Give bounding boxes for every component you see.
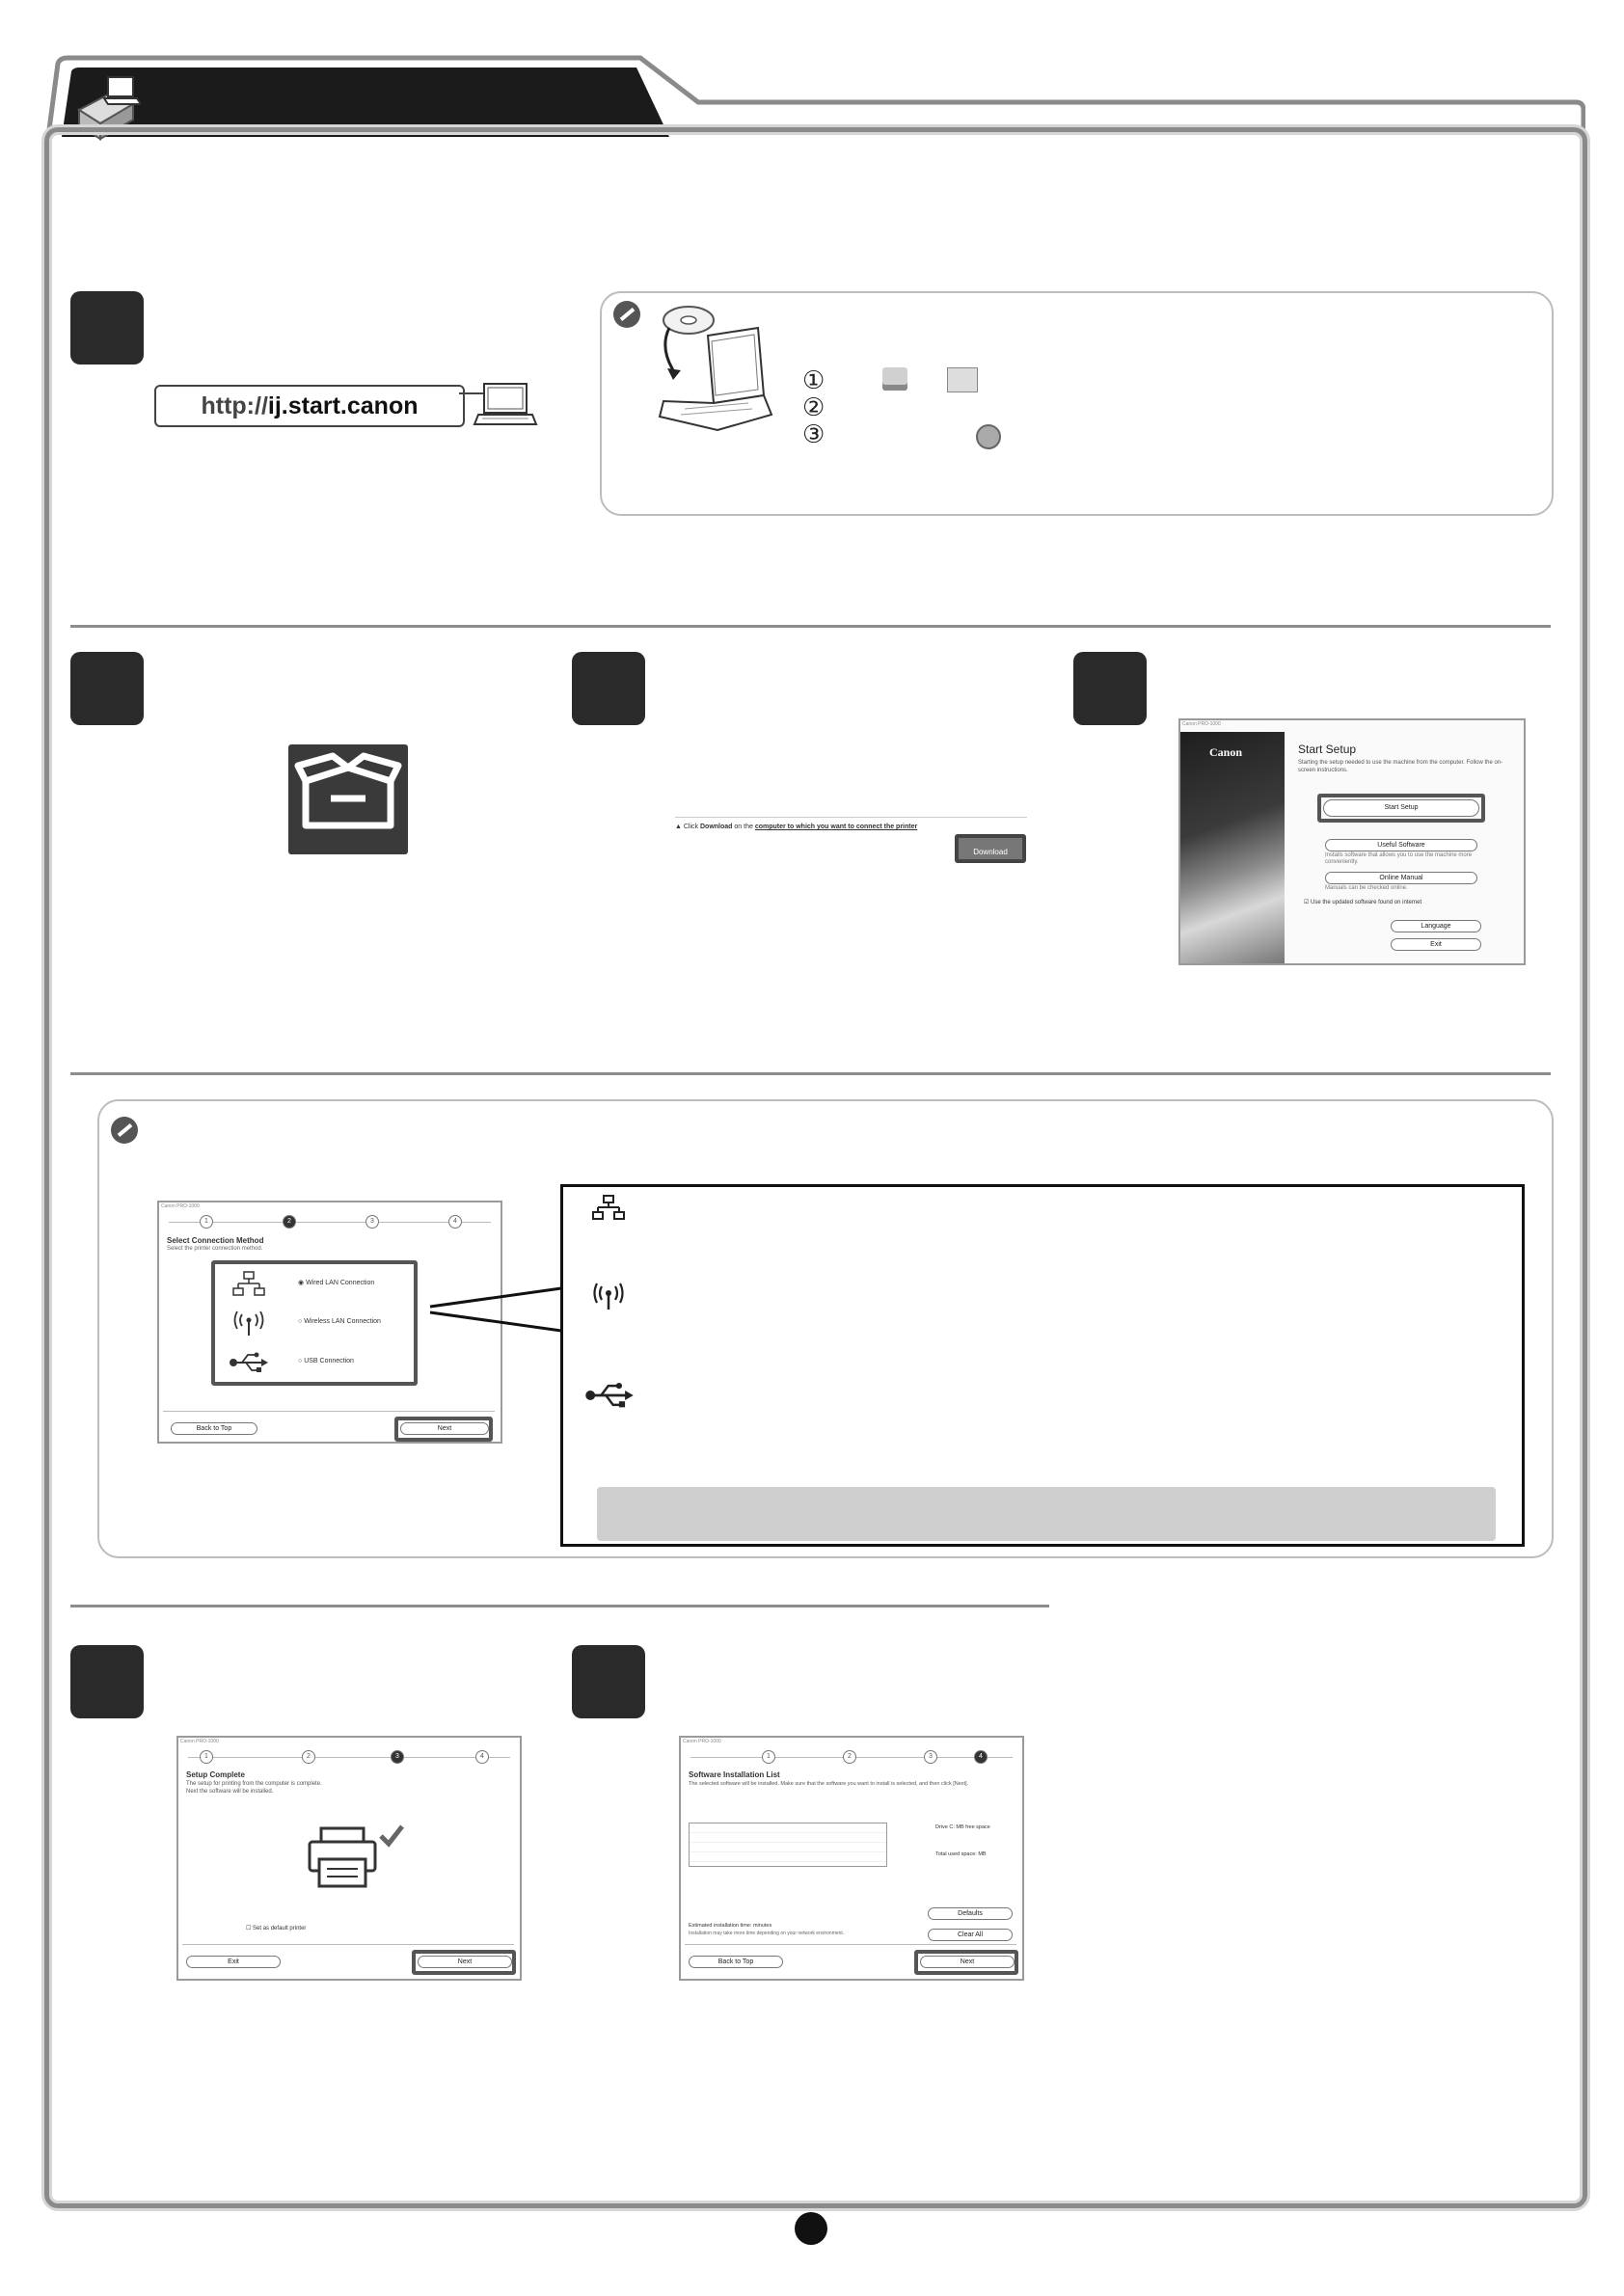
step-indicator-line — [188, 1757, 510, 1758]
setup-description: Starting the setup needed to use the machine from the computer. Follow the on-screen instructions. — [1298, 760, 1503, 773]
usb-option[interactable]: ○ USB Connection — [298, 1358, 354, 1364]
online-manual-button[interactable]: Online Manual — [1325, 872, 1477, 884]
software-list-window — [679, 1736, 1024, 1981]
estimated-time-note: Installation may take more time depending on your network environment. — [689, 1931, 845, 1936]
setup-complete-desc-1: The setup for printing from the computer is complete. — [186, 1781, 322, 1787]
hero-image — [1180, 732, 1285, 963]
language-button[interactable]: Language — [1391, 920, 1481, 932]
note-gray-bar — [597, 1487, 1496, 1541]
wireless-lan-icon — [232, 1310, 265, 1337]
window-title: Canon PRO-1000 — [180, 1739, 219, 1744]
clear-all-button[interactable]: Clear All — [928, 1929, 1013, 1941]
exit-button[interactable]: Exit — [1391, 938, 1481, 951]
default-printer-checkbox[interactable]: ☐ Set as default printer — [246, 1926, 307, 1931]
back-to-top-button[interactable]: Back to Top — [689, 1956, 783, 1968]
download-screen — [675, 817, 1027, 876]
next-highlight — [412, 1950, 516, 1975]
wired-lan-icon — [592, 1194, 625, 1221]
footer-divider — [163, 1411, 495, 1412]
next-button[interactable]: Next — [920, 1956, 1015, 1968]
step-number-badge — [572, 652, 645, 725]
step-dot-2: 2 — [843, 1750, 856, 1764]
brand-logo: Canon — [1209, 745, 1243, 759]
step-number-badge — [572, 1645, 645, 1718]
printer-check-icon — [302, 1823, 408, 1890]
setup-complete-desc-2: Next the software will be installed. — [186, 1789, 274, 1795]
step-dot-4: 4 — [448, 1215, 462, 1229]
divider — [70, 1605, 1049, 1607]
connection-heading: Select Connection Method — [167, 1236, 264, 1245]
usb-icon — [229, 1351, 269, 1374]
page-number-badge — [795, 2212, 827, 2245]
window-title: Canon PRO-1000 — [683, 1739, 721, 1744]
step-dot-3: 3 — [365, 1215, 379, 1229]
cd-laptop-illustration — [656, 301, 781, 436]
divider — [70, 625, 1551, 628]
update-checkbox-label: Use the updated software found on internet — [1311, 900, 1422, 905]
usb-icon — [584, 1381, 635, 1410]
step-dot-4: 4 — [475, 1750, 489, 1764]
step-dot-3: 3 — [924, 1750, 937, 1764]
step-dot-1: 1 — [762, 1750, 775, 1764]
wired-lan-label: Wired LAN Connection — [306, 1280, 375, 1286]
next-button[interactable]: Next — [400, 1422, 489, 1435]
drive-free-space: Drive C: MB free space — [935, 1824, 990, 1830]
url-domain: ij.start.canon — [267, 392, 419, 419]
setup-complete-window — [176, 1736, 522, 1981]
step-number-badge — [70, 1645, 144, 1718]
laptop-icon — [459, 382, 538, 428]
setup-complete-heading: Setup Complete — [186, 1770, 245, 1779]
wired-lan-icon — [232, 1270, 265, 1297]
wireless-lan-label: Wireless LAN Connection — [304, 1318, 381, 1325]
footer-divider — [182, 1944, 514, 1945]
list-marker-1: ① — [802, 366, 826, 395]
step-dot-1: 1 — [200, 1215, 213, 1229]
step-dot-2: 2 — [302, 1750, 315, 1764]
window-title: Canon PRO-1000 — [1182, 721, 1221, 727]
connection-sub: Select the printer connection method. — [167, 1246, 263, 1252]
step-dot-2: 2 — [283, 1215, 296, 1229]
computer-icon — [947, 367, 978, 392]
setup-heading: Start Setup — [1298, 743, 1357, 756]
next-button[interactable]: Next — [418, 1956, 512, 1968]
wired-lan-option[interactable]: ◉ Wired LAN Connection — [298, 1280, 375, 1286]
instruction-mid: on the — [734, 824, 753, 830]
back-to-top-button[interactable]: Back to Top — [171, 1422, 257, 1435]
setup-app-icon — [288, 744, 408, 854]
setup-disc-icon — [976, 424, 1001, 449]
footer-divider — [685, 1944, 1016, 1945]
estimated-time: Estimated installation time: minutes — [689, 1923, 772, 1929]
list-marker-3: ③ — [802, 420, 826, 449]
step-dot-1: 1 — [200, 1750, 213, 1764]
wireless-lan-icon — [592, 1283, 625, 1311]
step-dot-4: 4 — [974, 1750, 988, 1764]
pencil-note-icon — [613, 301, 640, 328]
default-printer-label: Set as default printer — [253, 1926, 307, 1931]
instruction-pre: Click — [683, 824, 699, 830]
update-checkbox[interactable]: ☑ Use the updated software found on internet — [1304, 900, 1422, 905]
list-marker-2: ② — [802, 393, 826, 422]
window-title: Canon PRO-1000 — [161, 1203, 200, 1209]
download-instruction: ▲ Click Download on the computer to which you want to connect the printer — [675, 824, 918, 830]
step-number-badge — [1073, 652, 1147, 725]
step-dot-3: 3 — [391, 1750, 404, 1764]
next-highlight — [394, 1417, 493, 1442]
wireless-lan-option[interactable]: ○ Wireless LAN Connection — [298, 1318, 381, 1325]
start-setup-highlight — [1317, 794, 1485, 823]
url-prefix: http:// — [201, 392, 268, 419]
software-list-desc: The selected software will be installed. Make sure that the software you want to install is selected, and then click [Next]. — [689, 1781, 969, 1787]
pencil-note-icon — [111, 1117, 138, 1144]
exit-button[interactable]: Exit — [186, 1956, 281, 1968]
url-box[interactable] — [154, 385, 465, 427]
usb-label: USB Connection — [304, 1358, 354, 1364]
step-number-badge — [70, 291, 144, 365]
start-setup-button[interactable]: Start Setup — [1323, 799, 1479, 817]
next-highlight — [914, 1950, 1018, 1975]
defaults-button[interactable]: Defaults — [928, 1907, 1013, 1920]
online-manual-desc: Manuals can be checked online. — [1325, 885, 1408, 891]
divider — [70, 1072, 1551, 1075]
software-list-heading: Software Installation List — [689, 1770, 780, 1779]
start-setup-window — [1178, 718, 1526, 965]
useful-software-desc: Installs software that allows you to use the machine more conveniently. — [1325, 852, 1473, 865]
instruction-link[interactable]: computer to which you want to connect the printer — [754, 824, 918, 830]
total-used-space: Total used space: MB — [935, 1851, 987, 1857]
useful-software-button[interactable]: Useful Software — [1325, 839, 1477, 851]
drive-icon — [882, 367, 907, 391]
instruction-bold: Download — [700, 824, 733, 830]
download-button[interactable]: Download — [955, 834, 1026, 863]
step-number-badge — [70, 652, 144, 725]
software-list-box[interactable] — [689, 1823, 887, 1867]
